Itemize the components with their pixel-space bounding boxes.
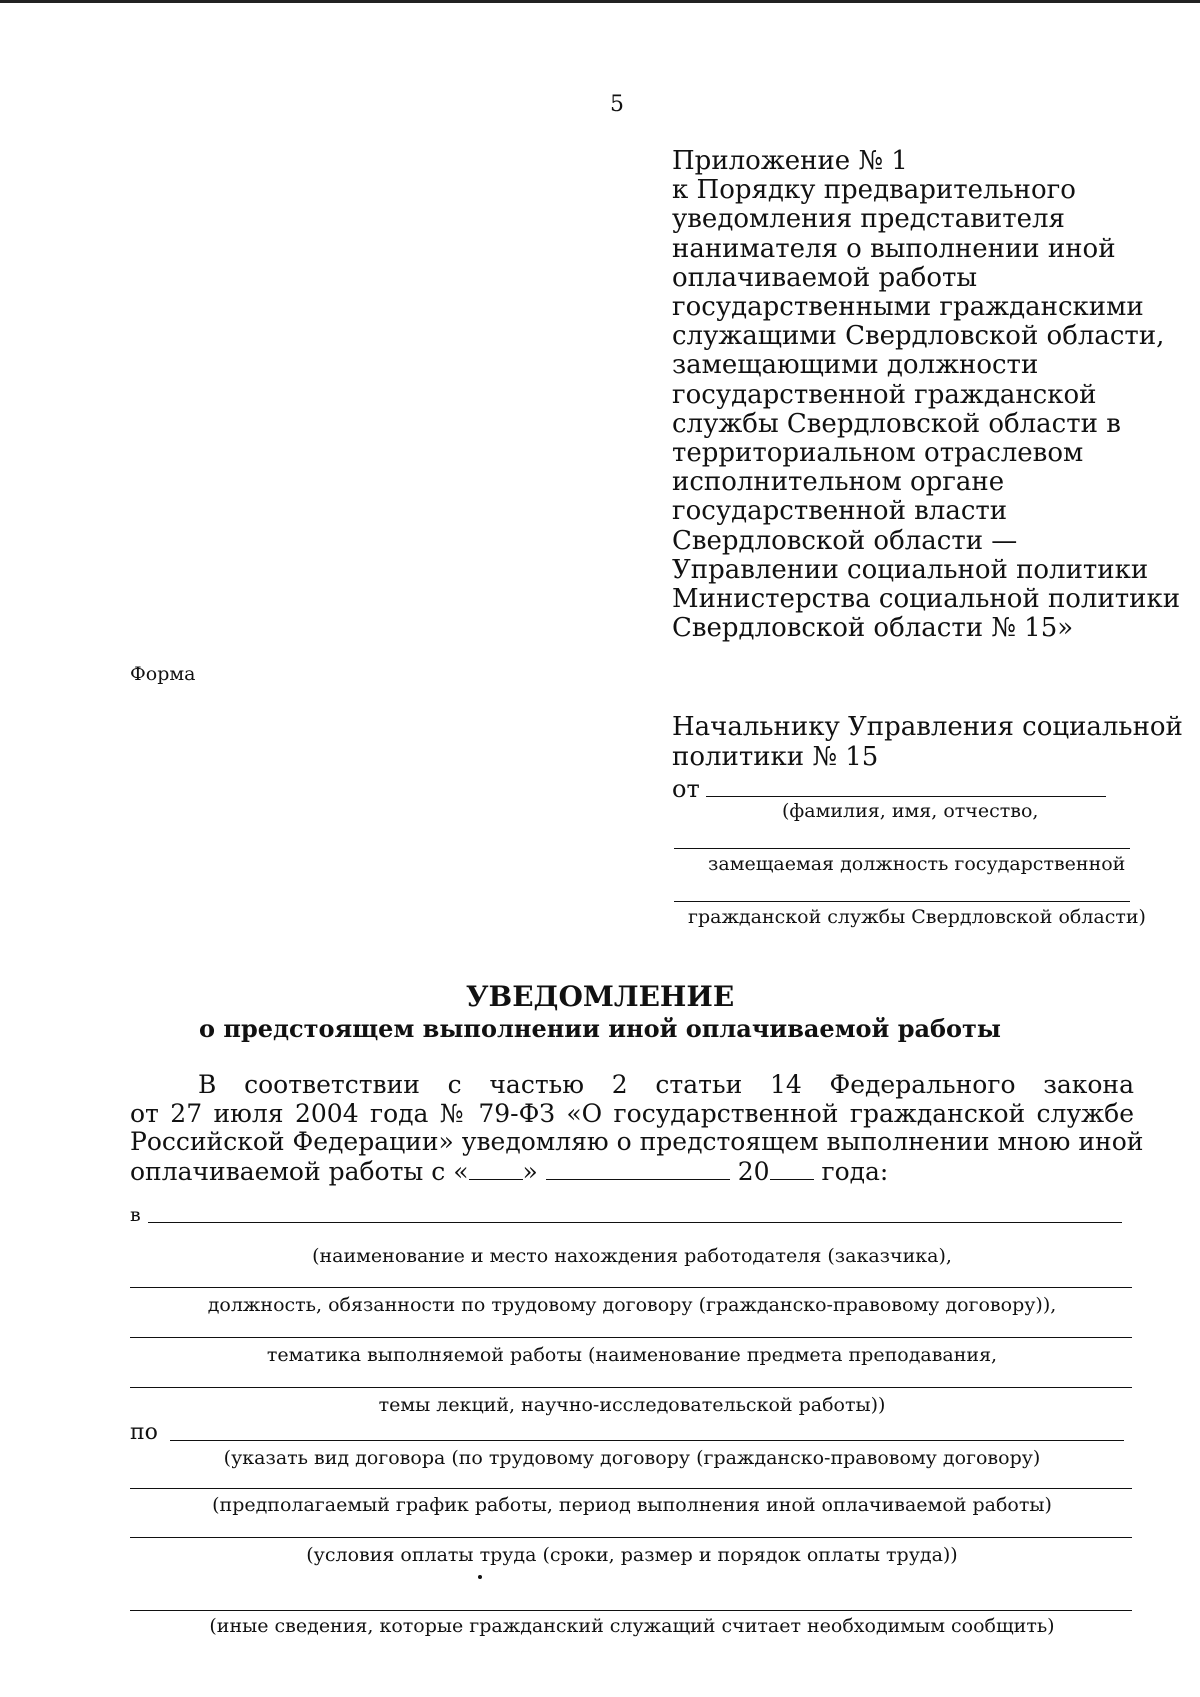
body-line: от 27 июля 2004 года № 79-ФЗ «О государственной гражданской службе bbox=[130, 1098, 1134, 1128]
sender-position-hint: замещаемая должность государственной bbox=[708, 853, 1126, 875]
contract-caption: (указать вид договора (по трудовому договору (гражданско-правовому договору) bbox=[223, 1447, 1041, 1469]
appendix-line: Приложение № 1 bbox=[672, 146, 908, 176]
sender-service-hint: гражданской службы Свердловской области) bbox=[688, 906, 1146, 928]
page-number: 5 bbox=[610, 92, 624, 117]
other-info-caption: (иные сведения, которые гражданский служащий считает необходимым сообщить) bbox=[209, 1615, 1055, 1637]
sender-position-field[interactable] bbox=[674, 848, 1130, 849]
contract-field[interactable] bbox=[170, 1440, 1124, 1441]
payment-field[interactable] bbox=[130, 1537, 1132, 1538]
body-line-end: года: bbox=[821, 1156, 889, 1186]
employer-caption: (наименование и место нахождения работодателя (заказчика), bbox=[312, 1245, 952, 1267]
schedule-field[interactable] bbox=[130, 1488, 1132, 1489]
appendix-line: к Порядку предварительного bbox=[672, 175, 1076, 206]
appendix-line: государственной гражданской bbox=[672, 379, 1097, 410]
month-field[interactable] bbox=[546, 1157, 730, 1180]
appendix-line: Свердловской области — bbox=[672, 525, 1018, 556]
from-label: от bbox=[672, 775, 700, 803]
body-line: Российской Федерации» уведомляю о предстоящем выполнении мною иной bbox=[130, 1127, 1144, 1156]
employer-field[interactable] bbox=[148, 1222, 1122, 1223]
body-line-date bbox=[130, 1157, 1134, 1187]
day-field[interactable] bbox=[469, 1157, 523, 1180]
document-subtitle: о предстоящем выполнении иной оплачиваемой работы bbox=[199, 1014, 1001, 1043]
body-line-start: оплачиваемой работы с « bbox=[130, 1156, 469, 1186]
appendix-line: оплачиваемой работы bbox=[672, 262, 978, 293]
appendix-line: государственной власти bbox=[672, 496, 1008, 527]
scan-dot bbox=[478, 1575, 482, 1579]
appendix-line: исполнительном органе bbox=[672, 467, 1005, 498]
sender-name-hint: (фамилия, имя, отчество, bbox=[782, 800, 1039, 822]
topic-field[interactable] bbox=[130, 1337, 1132, 1338]
lectures-caption: темы лекций, научно-исследовательской работы)) bbox=[378, 1394, 886, 1416]
contract-prefix: по bbox=[130, 1420, 158, 1445]
quote-close: » bbox=[522, 1156, 538, 1186]
appendix-line: Свердловской области № 15» bbox=[672, 613, 1074, 644]
year-field[interactable] bbox=[770, 1157, 814, 1180]
appendix-line: уведомления представителя bbox=[672, 204, 1065, 235]
appendix-line: нанимателя о выполнении иной bbox=[672, 233, 1116, 264]
appendix-header bbox=[672, 147, 1192, 643]
appendix-line: государственными гражданскими bbox=[672, 292, 1144, 323]
position-caption: должность, обязанности по трудовому договору (гражданско-правовому договору)), bbox=[207, 1294, 1057, 1316]
other-info-field[interactable] bbox=[130, 1610, 1132, 1611]
lectures-field[interactable] bbox=[130, 1387, 1132, 1388]
appendix-line: территориальном отраслевом bbox=[672, 438, 1084, 469]
position-field[interactable] bbox=[130, 1287, 1132, 1288]
employer-prefix: в bbox=[130, 1204, 141, 1226]
topic-caption: тематика выполняемой работы (наименование предмета преподавания, bbox=[266, 1344, 998, 1366]
addressee-line: политики № 15 bbox=[672, 742, 879, 772]
scan-edge bbox=[0, 0, 1200, 3]
addressee-block bbox=[672, 712, 1183, 772]
appendix-line: Управлении социальной политики bbox=[672, 554, 1149, 585]
document-title: УВЕДОМЛЕНИЕ bbox=[465, 980, 735, 1013]
appendix-line: Министерства социальной политики bbox=[672, 584, 1181, 615]
sender-service-field[interactable] bbox=[674, 901, 1130, 902]
notice-body bbox=[130, 1070, 1144, 1186]
year-prefix: 20 bbox=[737, 1156, 770, 1186]
appendix-line: замещающими должности bbox=[672, 350, 1039, 381]
addressee-line: Начальнику Управления социальной bbox=[672, 712, 1183, 742]
body-line: В соответствии с частью 2 статьи 14 Федерального закона bbox=[198, 1070, 1134, 1099]
appendix-line: служащими Свердловской области, bbox=[672, 321, 1165, 352]
appendix-line: службы Свердловской области в bbox=[672, 408, 1121, 439]
sender-name-field[interactable] bbox=[706, 796, 1106, 797]
payment-caption: (условия оплаты труда (сроки, размер и порядок оплаты труда)) bbox=[306, 1544, 958, 1566]
schedule-caption: (предполагаемый график работы, период выполнения иной оплачиваемой работы) bbox=[212, 1494, 1052, 1516]
form-label: Форма bbox=[130, 663, 196, 685]
